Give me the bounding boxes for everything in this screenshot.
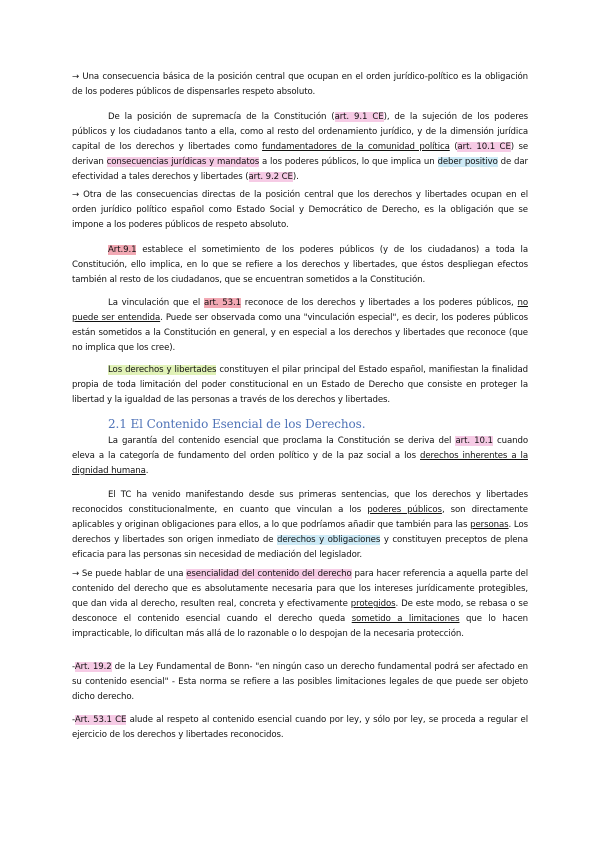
text: para hacer referencia a aquella parte del contenido del derecho que es absolutamente necesaria para que los intereses jurídicamente protegibles, que dan vida al derecho, resulten real, concreta y efectivamente (72, 569, 528, 609)
text: alude al respeto al contenido esencial cuando por ley, y sólo por ley, se proceda a regular el ejercicio de los derechos y libertades reconocidos. (72, 715, 528, 740)
text: . (145, 466, 149, 476)
text: constituyen el pilar principal del Estado español, manifiestan la finalidad propia de toda limitación del poder constitucional en un Estado de Derecho que consiste en proteger la libertad y la igualdad de las personas a través de los derechos y libertades. (72, 365, 528, 405)
text: → Otra de las consecuencias directas de la posición central que los derechos y libertades ocupan en el orden jurídico político español como Estado Social y Democrático de Derecho, es la obligación que se impone a los poderes públicos de respeto absoluto. (72, 190, 528, 230)
highlight-article-ref: art. 10.1 (455, 436, 493, 446)
underlined-text: fundamentadores de la comunidad política (262, 142, 450, 152)
highlight-term: consecuencias jurídicas y mandatos (106, 157, 260, 167)
section-heading: 2.1 El Contenido Esencial de los Derechos. (108, 417, 366, 431)
text: de dar efectividad a tales derechos y libertades ( (72, 157, 528, 182)
text: - (72, 662, 75, 672)
paragraph-2 (72, 110, 528, 185)
paragraph-3 (72, 188, 528, 233)
text: a los poderes públicos, lo que implica un (259, 157, 438, 167)
text: establece el sometimiento de los poderes públicos (y de los ciudadanos) a toda la Constitución, ello implica, en lo que se refiere a los derechos y libertades, que éstos despliegan efectos también al resto de los ciudadanos, que se encuentran sometidos a la Constitución. (72, 245, 528, 285)
text: ( (449, 142, 458, 152)
highlight-term: derechos y obligaciones (277, 535, 381, 545)
underlined-text: sometido a limitaciones (351, 614, 460, 624)
text: , son directamente aplicables y originan obligaciones para ellos, a lo que podríamos añadir que también para las (72, 505, 528, 530)
paragraph-10 (72, 660, 528, 705)
text: El TC ha venido manifestando desde sus primeras sentencias, que los derechos y libertades reconocidos constitucionalmente, en cuanto que vinculan a los (72, 490, 528, 515)
paragraph-11 (72, 713, 528, 743)
highlight-article-ref: art. 53.1 (203, 298, 241, 308)
paragraph-9 (72, 567, 528, 642)
paragraph-8 (72, 488, 528, 563)
text: ), de la sujeción de los poderes públicos y los ciudadanos tanto a ella, como al resto del ordenamiento jurídico, y de la dimensión jurídica capital de los derechos y libertades como (72, 112, 529, 152)
text: De la posición de supremacía de la Constitución ( (108, 112, 335, 122)
underlined-text: protegidos (350, 599, 396, 609)
text: La vinculación que el (108, 298, 204, 308)
paragraph-4 (72, 243, 528, 288)
underlined-text: personas (470, 520, 509, 530)
paragraph-1 (72, 70, 528, 100)
highlight-article-ref: art. 10.1 CE (457, 142, 511, 152)
underlined-text: poderes públicos (367, 505, 442, 515)
text: ). (292, 172, 299, 182)
text: cuando eleva a la categoría de fundamento del orden político y de la paz social a los (72, 436, 528, 461)
underlined-text: derechos inherentes a la dignidad humana (72, 451, 528, 476)
highlight-term: Los derechos y libertades (108, 365, 217, 375)
highlight-article-ref: Art. 53.1 CE (74, 715, 127, 725)
text: y constituyen preceptos de plena eficacia para las personas sin necesidad de mediación del legislador. (72, 535, 528, 560)
text: → Se puede hablar de una (72, 569, 187, 579)
text: . Puede ser observada como una "vinculación especial", es decir, los poderes públicos están sometidos a la Constitución en general, y en especial a los derechos y libertades que reconoce (que no implica que los cree). (72, 313, 528, 353)
text: . Los derechos y libertades son origen inmediato de (72, 520, 528, 545)
underlined-text: no puede ser entendida (72, 298, 528, 323)
text: La garantía del contenido esencial que proclama la Constitución se deriva del (108, 436, 456, 446)
text: → Una consecuencia básica de la posición central que ocupan en el orden jurídico-político es la obligación de los poderes públicos de dispensarles respeto absoluto. (72, 72, 528, 97)
paragraph-7 (72, 434, 528, 479)
paragraph-5 (72, 296, 528, 356)
highlight-article-ref: art. 9.1 CE (334, 112, 384, 122)
paragraph-6 (72, 363, 528, 408)
highlight-article-ref: Art. 19.2 (74, 662, 112, 672)
text: de la Ley Fundamental de Bonn- "en ningún caso un derecho fundamental podrá ser afectado en su contenido esencial" - Esta norma se refiere a las posibles limitaciones legales de que puede ser objeto dicho derecho. (72, 662, 528, 702)
highlight-article-ref: Art.9.1 (108, 245, 137, 255)
text: ) se derivan (72, 142, 529, 167)
highlight-article-ref: art. 9.2 CE (248, 172, 293, 182)
highlight-term: esencialidad del contenido del derecho (186, 569, 352, 579)
text: . De este modo, se rebasa o se desconoce el contenido esencial cuando el derecho queda (72, 599, 529, 624)
text: - (72, 715, 75, 725)
highlight-term: deber positivo (437, 157, 498, 167)
text: que lo hacen impracticable, lo dificultan más allá de lo razonable o lo despojan de la necesaria protección. (72, 614, 529, 639)
text: reconoce de los derechos y libertades a los poderes públicos, (241, 298, 518, 308)
